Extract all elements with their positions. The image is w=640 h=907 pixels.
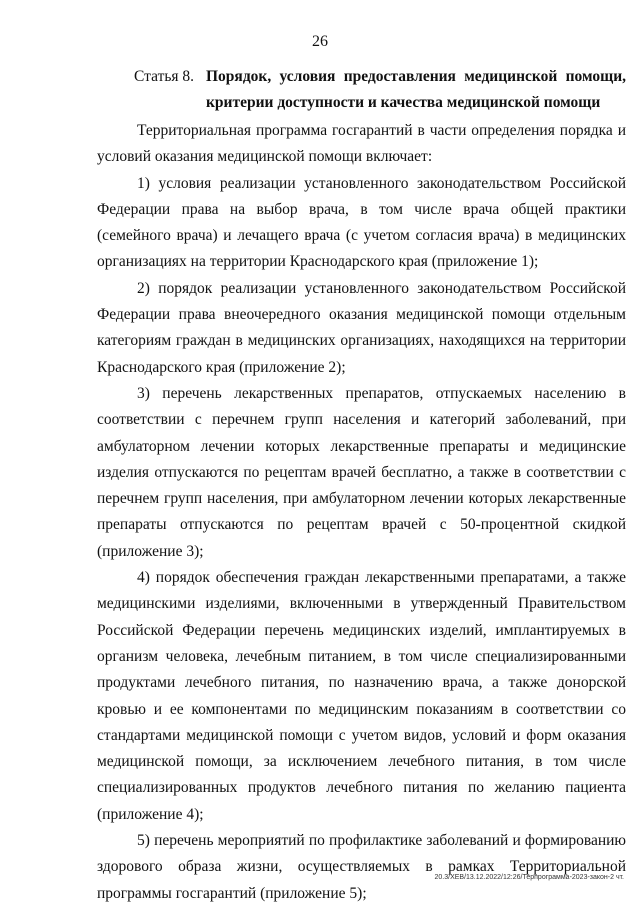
list-item-4: 4) порядок обеспечения граждан лекарственными препаратами, а также медицинскими изделиями, включенными в утвержденный Правительством Российской Федерации перечень медицинских изделий, имплантируемых в организм человека, лечебным питанием, в том числе специализированными продуктами лечебного питания, по назначению врача, а также донорской кровью и ее компонентами по медицинским показаниям в соответствии со стандартами медицинской помощи с учетом видов, условий и форм оказания медицинской помощи, за исключением лечебного питания, в том числе специализированных продуктов лечебного питания по желанию пациента (приложение 4); bbox=[97, 569, 626, 823]
list-item-3: 3) перечень лекарственных препаратов, отпускаемых населению в соответствии с перечнем групп населения и категорий заболеваний, при амбулаторном лечении которых лекарственные препараты и медицинские изделия отпускаются по рецептам врачей бесплатно, а также в соответствии с перечнем групп населения, при амбулаторном лечении которых лекарственные препараты отпускаются по рецептам врачей с 50-процентной скидкой (приложение 3); bbox=[97, 384, 626, 560]
list-item-5: 5) перечень мероприятий по профилактике заболеваний и формированию здорового образа жизни, осуществляемых в рамках Территориальной программы госгарантий (приложение 5); bbox=[97, 832, 626, 902]
article-number: Статья 8. bbox=[134, 68, 195, 85]
page-number: 26 bbox=[312, 33, 328, 50]
article-title-line-1: Порядок, условия предоставления медицинской помощи, bbox=[206, 68, 626, 85]
article-heading bbox=[134, 64, 626, 116]
article-body bbox=[97, 118, 626, 907]
intro-paragraph: Территориальная программа госгарантий в части определения порядка и условий оказания медицинской помощи включает: bbox=[97, 122, 626, 166]
article-title bbox=[206, 64, 626, 116]
document-footer-code: 20.3/ХЕВ/13.12.2022/12:26/Терпрограмма-2023-закон-2 чт. bbox=[434, 874, 624, 881]
article-title-line-2: критерии доступности и качества медицинской помощи bbox=[206, 94, 601, 111]
list-item-2: 2) порядок реализации установленного законодательством Российской Федерации права внеочередного оказания медицинской помощи отдельным категориям граждан в медицинских организациях, находящихся на территории Краснодарского края (приложение 2); bbox=[97, 279, 626, 376]
list-item-1: 1) условия реализации установленного законодательством Российской Федерации права на выбор врача, в том числе врача общей практики (семейного врача) и лечащего врача (с учетом согласия врача) в медицинских организациях на территории Краснодарского края (приложение 1); bbox=[97, 174, 626, 271]
